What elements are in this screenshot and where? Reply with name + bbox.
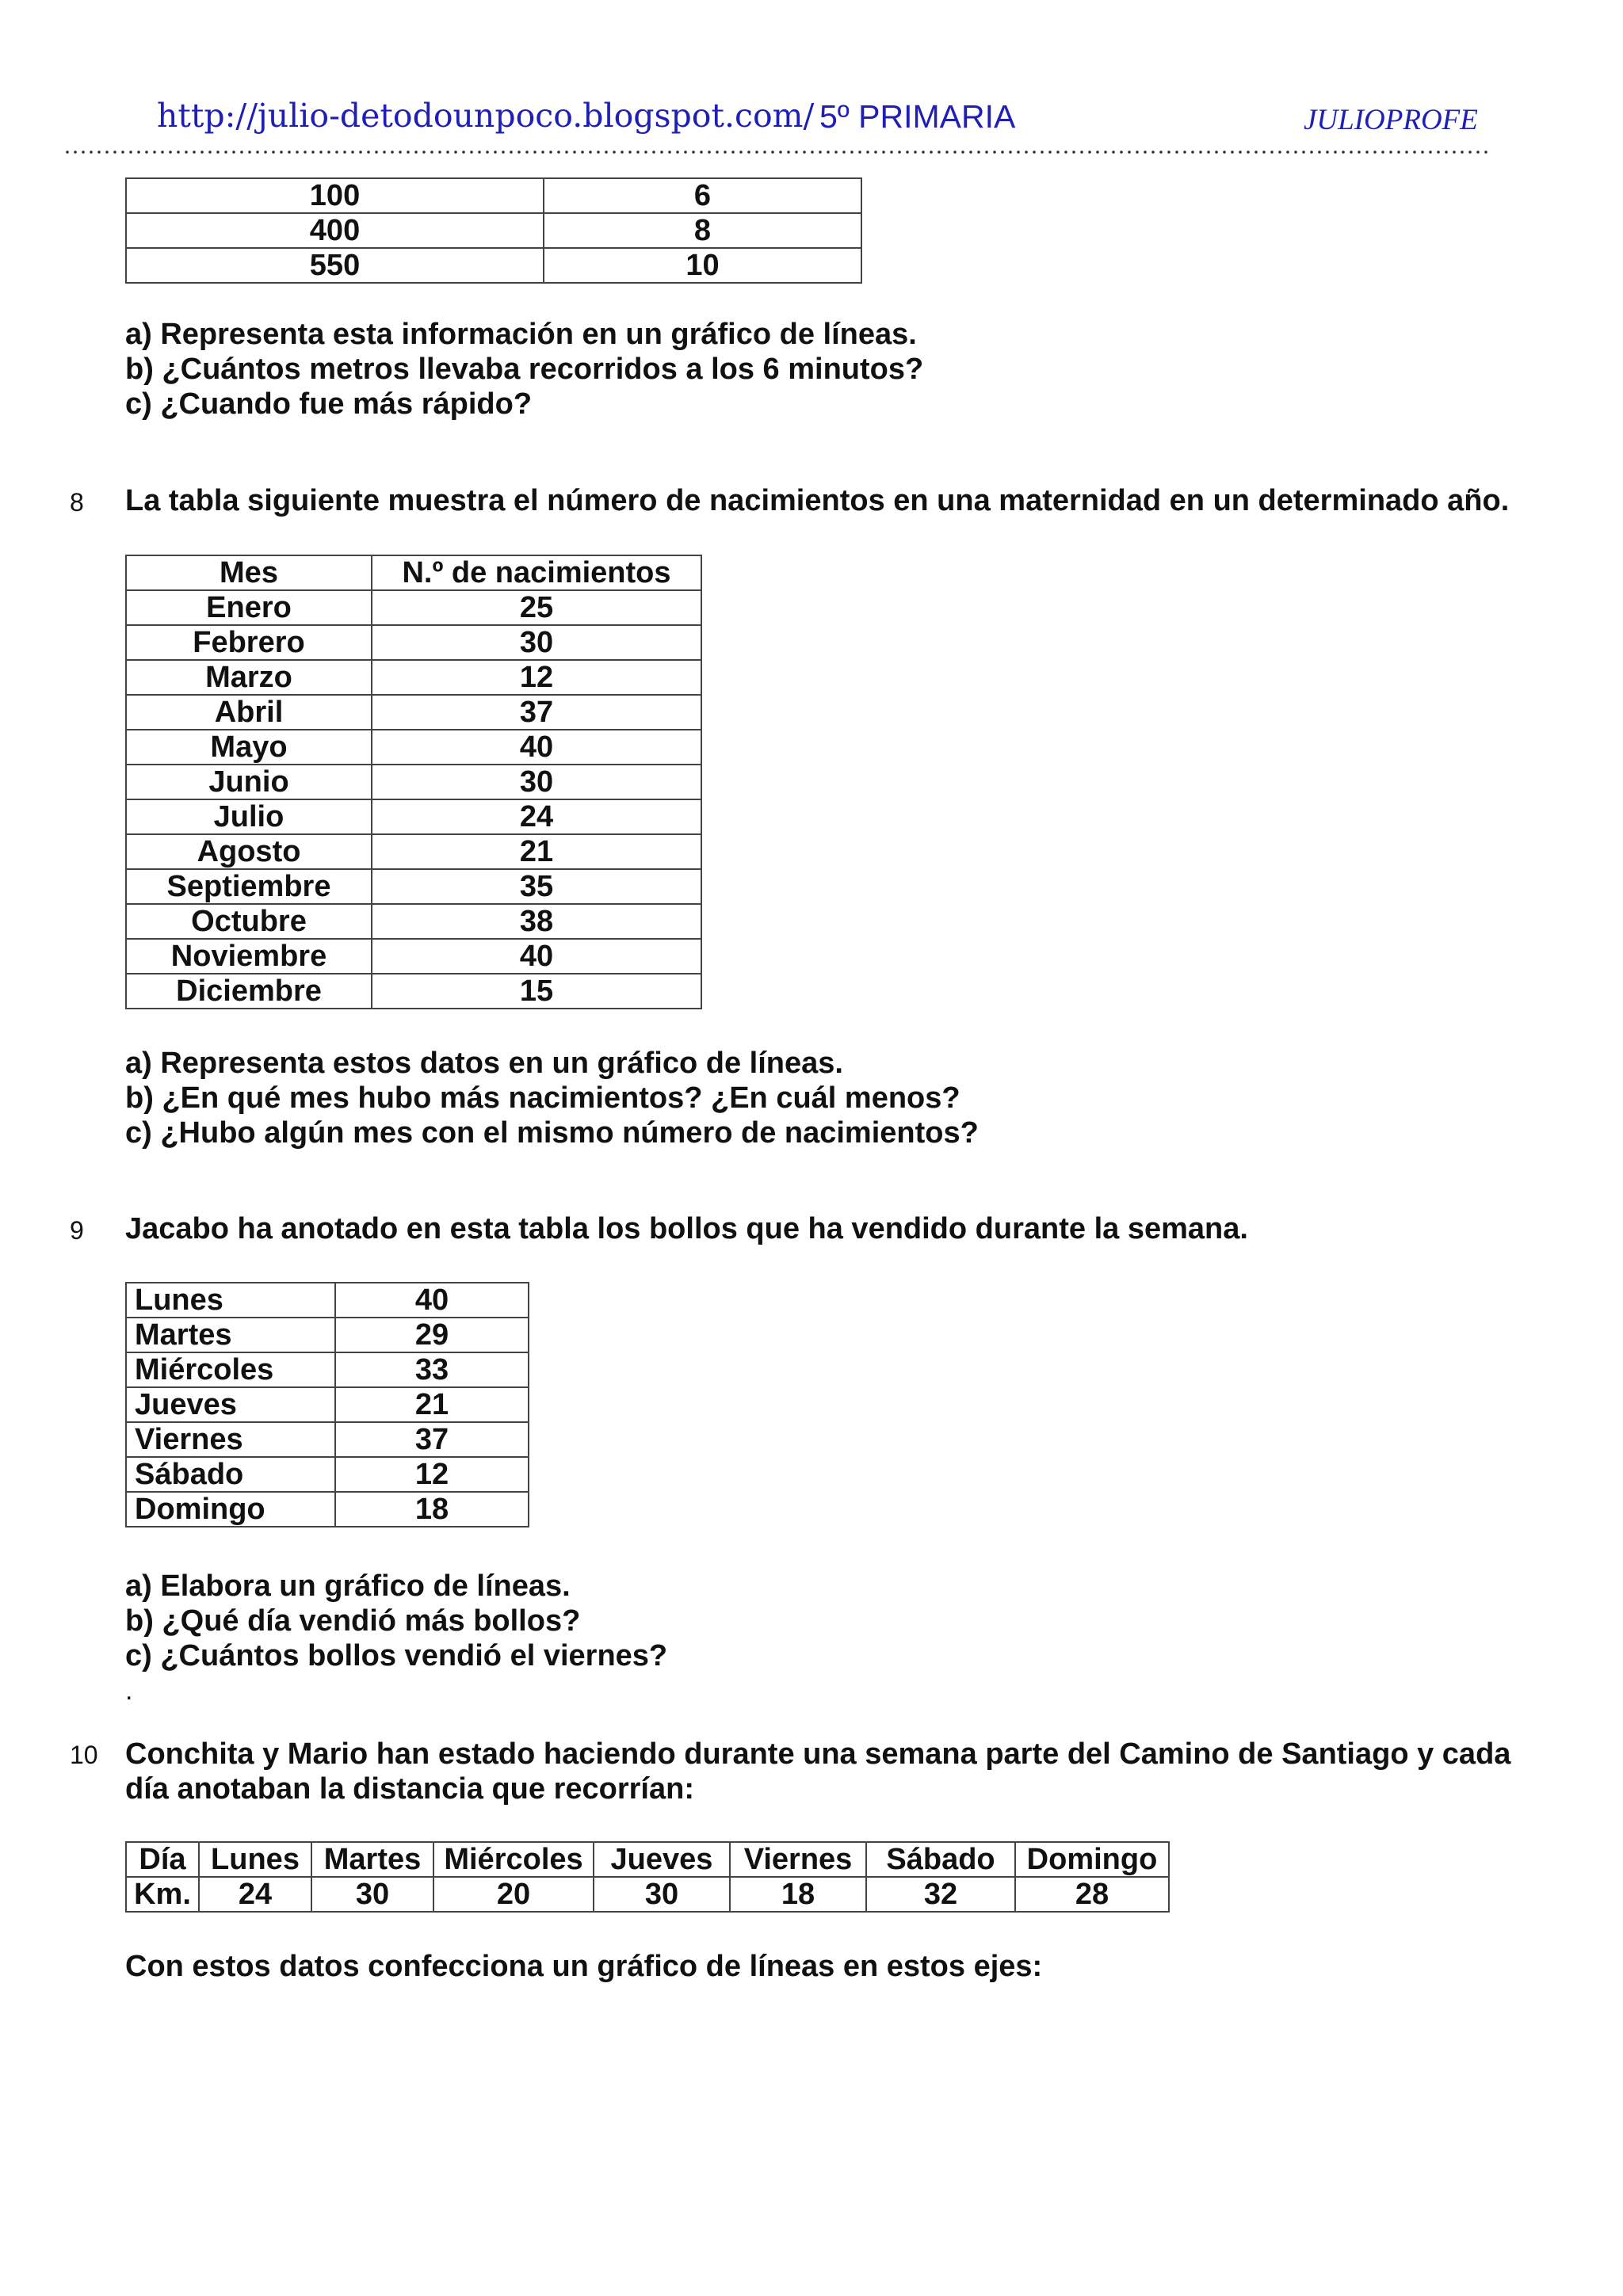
exercise10-number: 10	[70, 1741, 98, 1769]
table-cell: 21	[335, 1387, 529, 1422]
table-cell: 25	[372, 590, 701, 625]
table-cell: Febrero	[126, 625, 372, 660]
question-b: b) ¿En qué mes hubo más nacimientos? ¿En cuál menos?	[125, 1081, 960, 1115]
table-row	[126, 1283, 529, 1318]
table-cell: Agosto	[126, 834, 372, 869]
prompt-line-2: día anotaban la distancia que recorrían:	[125, 1772, 694, 1806]
table-row	[126, 695, 701, 730]
column-header-month: Mes	[126, 555, 372, 590]
table-cell: 24	[199, 1877, 311, 1912]
table-cell: 30	[594, 1877, 730, 1912]
table-cell: Martes	[311, 1842, 433, 1877]
births-table	[125, 555, 702, 1009]
header-url[interactable]: http://julio-detodounpoco.blogspot.com/	[157, 97, 815, 135]
table-cell: Noviembre	[126, 939, 372, 974]
exercise10-prompt	[125, 1737, 1510, 1806]
table-cell: 24	[372, 799, 701, 834]
table-cell: 8	[544, 213, 861, 248]
table-cell: Miércoles	[126, 1352, 335, 1387]
table-row	[126, 765, 701, 799]
table-row	[126, 1387, 529, 1422]
table-cell: 40	[335, 1283, 529, 1318]
table-row	[126, 248, 861, 283]
table-row	[126, 834, 701, 869]
table-cell: 12	[335, 1457, 529, 1492]
question-b: b) ¿Cuántos metros llevaba recorridos a los 6 minutos?	[125, 353, 924, 386]
table-row	[126, 974, 701, 1009]
question-b: b) ¿Qué día vendió más bollos?	[125, 1604, 581, 1638]
table-cell: 21	[372, 834, 701, 869]
table-cell: 40	[372, 939, 701, 974]
table-cell: 15	[372, 974, 701, 1009]
table-row	[126, 1457, 529, 1492]
table-row	[126, 590, 701, 625]
table-row	[126, 939, 701, 974]
table-cell: Octubre	[126, 904, 372, 939]
exercise8-questions	[125, 1046, 979, 1150]
table-cell: 30	[372, 765, 701, 799]
table-cell: 18	[335, 1492, 529, 1527]
table-cell: Jueves	[126, 1387, 335, 1422]
table-cell: 30	[372, 625, 701, 660]
distance-time-table	[125, 177, 862, 284]
exercise9-prompt: Jacabo ha anotado en esta tabla los bollos que ha vendido durante la semana.	[125, 1212, 1248, 1245]
table-cell: Septiembre	[126, 869, 372, 904]
table-cell: 35	[372, 869, 701, 904]
table-row	[126, 1877, 1169, 1912]
table-row	[126, 730, 701, 765]
table-cell: 6	[544, 178, 861, 213]
prompt-line-1: Conchita y Mario han estado haciendo durante una semana parte del Camino de Santiago y cada	[125, 1737, 1511, 1771]
table-cell: Julio	[126, 799, 372, 834]
table-row	[126, 1318, 529, 1352]
trailing-dot: .	[125, 1676, 133, 1706]
question-a: a) Representa esta información en un gráfico de líneas.	[125, 318, 917, 351]
buns-table	[125, 1282, 529, 1527]
table-cell: Diciembre	[126, 974, 372, 1009]
table-row	[126, 213, 861, 248]
table-cell: 30	[311, 1877, 433, 1912]
table-row	[126, 178, 861, 213]
table-cell: 100	[126, 178, 544, 213]
table-cell: 40	[372, 730, 701, 765]
table-row	[126, 1352, 529, 1387]
question-c: c) ¿Cuántos bollos vendió el viernes?	[125, 1639, 668, 1672]
table-row	[126, 1422, 529, 1457]
column-header-births: N.º de nacimientos	[372, 555, 701, 590]
table-cell: 33	[335, 1352, 529, 1387]
table-row	[126, 869, 701, 904]
table-row	[126, 625, 701, 660]
table-cell: Sábado	[126, 1457, 335, 1492]
table-cell: Domingo	[1015, 1842, 1169, 1877]
table-row	[126, 1492, 529, 1527]
header-dotted-divider	[63, 151, 1490, 154]
table-cell: Jueves	[594, 1842, 730, 1877]
table-cell: 37	[335, 1422, 529, 1457]
table-cell: Viernes	[730, 1842, 866, 1877]
table-cell: Abril	[126, 695, 372, 730]
exercise8-prompt: La tabla siguiente muestra el número de nacimientos en una maternidad en un determinado año.	[125, 484, 1510, 517]
table-cell: Domingo	[126, 1492, 335, 1527]
table-row	[126, 660, 701, 695]
table-cell: Marzo	[126, 660, 372, 695]
question-c: c) ¿Hubo algún mes con el mismo número de nacimientos?	[125, 1116, 979, 1150]
header-grade: 5º PRIMARIA	[819, 98, 1016, 135]
table-cell: 12	[372, 660, 701, 695]
exercise8-number: 8	[70, 488, 84, 517]
exercise7-questions	[125, 317, 923, 421]
table-cell: 32	[866, 1877, 1015, 1912]
table-cell: Mayo	[126, 730, 372, 765]
exercise9-number: 9	[70, 1216, 84, 1245]
table-row	[126, 799, 701, 834]
exercise9-questions	[125, 1569, 667, 1708]
header-author: JULIOPROFE	[1304, 104, 1478, 136]
table-cell: 10	[544, 248, 861, 283]
table-cell: 29	[335, 1318, 529, 1352]
table-cell: 38	[372, 904, 701, 939]
table-cell: Miércoles	[433, 1842, 594, 1877]
table-cell: 28	[1015, 1877, 1169, 1912]
distance-table	[125, 1841, 1170, 1913]
table-row	[126, 904, 701, 939]
table-cell: Viernes	[126, 1422, 335, 1457]
table-header-row	[126, 555, 701, 590]
table-cell: Lunes	[199, 1842, 311, 1877]
question-a: a) Representa estos datos en un gráfico de líneas.	[125, 1047, 843, 1080]
table-cell: Día	[126, 1842, 199, 1877]
table-cell: Martes	[126, 1318, 335, 1352]
table-cell: Sábado	[866, 1842, 1015, 1877]
table-header-row	[126, 1842, 1169, 1877]
table-cell: 550	[126, 248, 544, 283]
table-cell: Km.	[126, 1877, 199, 1912]
question-c: c) ¿Cuando fue más rápido?	[125, 387, 533, 421]
table-cell: 400	[126, 213, 544, 248]
table-cell: 37	[372, 695, 701, 730]
table-cell: 18	[730, 1877, 866, 1912]
exercise10-instruction: Con estos datos confecciona un gráfico de líneas en estos ejes:	[125, 1950, 1043, 1983]
question-a: a) Elabora un gráfico de líneas.	[125, 1569, 571, 1603]
table-cell: 20	[433, 1877, 594, 1912]
table-cell: Junio	[126, 765, 372, 799]
table-cell: Lunes	[126, 1283, 335, 1318]
table-cell: Enero	[126, 590, 372, 625]
